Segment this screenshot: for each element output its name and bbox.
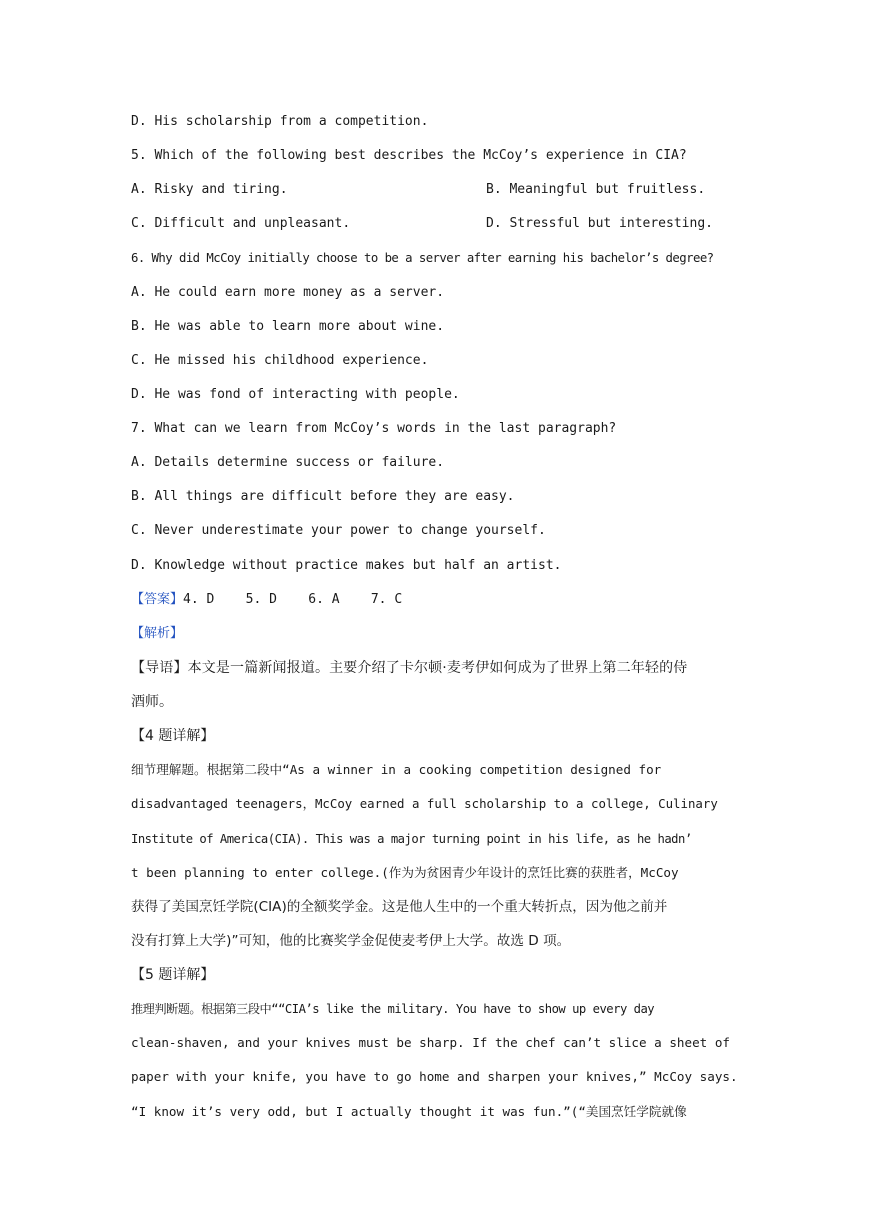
- q4-detail-line-2: disadvantaged teenagers，McCoy earned a full scholarship to a college, Culinary: [131, 796, 718, 811]
- q4-detail-line-5: 获得了美国烹饪学院(CIA)的全额奖学金。这是他人生中的一个重大转折点，因为他之前并: [131, 899, 668, 915]
- q6-stem: 6. Why did McCoy initially choose to be a server after earning his bachelor’s degree?: [131, 251, 714, 265]
- q5-detail-line-1: 推理判断题。根据第三段中““CIA’s like the military. You have to show up every day: [131, 1002, 655, 1016]
- guide-line-1: 【导语】本文是一篇新闻报道。主要介绍了卡尔顿·麦考伊如何成为了世界上第二年轻的侍: [131, 660, 688, 676]
- q5-detail-line-4: “I know it’s very odd, but I actually thought it was fun.”(“美国烹饪学院就像: [131, 1104, 687, 1119]
- q5-option-d: D. Stressful but interesting.: [486, 216, 713, 231]
- q7-stem: 7. What can we learn from McCoy’s words in the last paragraph?: [131, 421, 617, 436]
- answer-line: [131, 592, 402, 608]
- q6-option-c: C. He missed his childhood experience.: [131, 353, 429, 368]
- q7-option-b: B. All things are difficult before they are easy.: [131, 489, 515, 504]
- answer-text: 4. D 5. D 6. A 7. C: [183, 592, 403, 607]
- q7-option-d: D. Knowledge without practice makes but half an artist.: [131, 558, 562, 573]
- q5-detail-line-2: clean-shaven, and your knives must be sharp. If the chef can’t slice a sheet of: [131, 1035, 730, 1050]
- q4-detail-line-4: t been planning to enter college.(作为为贫困青少年设计的烹饪比赛的获胜者，McCoy: [131, 865, 679, 880]
- q7-option-c: C. Never underestimate your power to change yourself.: [131, 523, 546, 538]
- q5-detail-line-3: paper with your knife, you have to go home and sharpen your knives,” McCoy says.: [131, 1069, 738, 1084]
- q5-option-a: A. Risky and tiring.: [131, 182, 288, 197]
- q4-option-d: D. His scholarship from a competition.: [131, 114, 429, 129]
- q5-option-b: B. Meaningful but fruitless.: [486, 182, 706, 197]
- analysis-label: 【解析】: [131, 626, 184, 641]
- answer-label: 【答案】: [131, 592, 184, 607]
- q5-option-c: C. Difficult and unpleasant.: [131, 216, 351, 231]
- q5-detail-heading: 【5 题详解】: [131, 967, 215, 983]
- q5-stem: 5. Which of the following best describes the McCoy’s experience in CIA?: [131, 148, 687, 163]
- guide-line-2: 酒师。: [131, 694, 173, 710]
- q6-option-b: B. He was able to learn more about wine.: [131, 319, 445, 334]
- q4-detail-heading: 【4 题详解】: [131, 728, 215, 744]
- q4-detail-line-1: 细节理解题。根据第二段中“As a winner in a cooking competition designed for: [131, 762, 662, 777]
- q4-detail-line-3: Institute of America(CIA). This was a major turning point in his life, as he hadn’: [131, 832, 692, 846]
- q7-option-a: A. Details determine success or failure.: [131, 455, 445, 470]
- q6-option-d: D. He was fond of interacting with people.: [131, 387, 460, 402]
- q6-option-a: A. He could earn more money as a server.: [131, 285, 445, 300]
- q4-detail-line-6: 没有打算上大学)”可知，他的比赛奖学金促使麦考伊上大学。故选 D 项。: [131, 933, 571, 949]
